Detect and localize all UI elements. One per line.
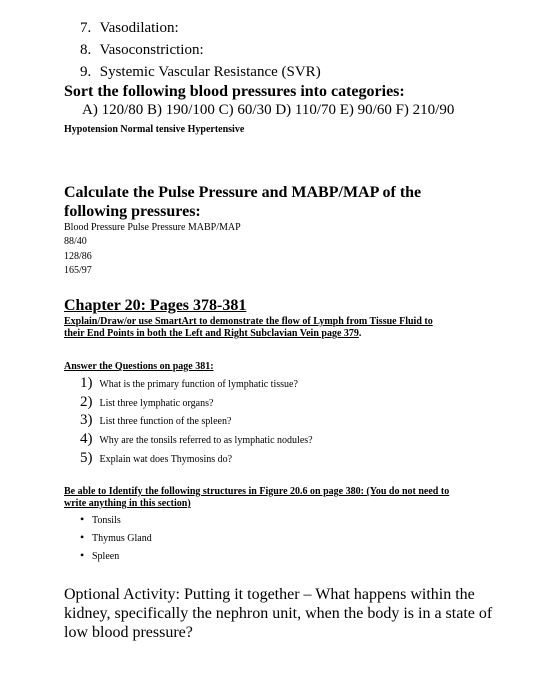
list-text: Systemic Vascular Resistance (SVR) [99, 64, 321, 80]
question-text: What is the primary function of lymphatic tissue? [99, 379, 298, 390]
bullet-item [80, 512, 121, 527]
question-item [80, 412, 231, 429]
bullet-item [80, 530, 152, 545]
list-number: 9. [80, 64, 92, 80]
calc-heading-line1: Calculate the Pulse Pressure and MABP/MAP of the [64, 184, 422, 201]
calc-row: 128/86 [64, 251, 92, 262]
bullet-text: Thymus Gland [92, 533, 152, 544]
calc-table-header: Blood Pressure Pulse Pressure MABP/MAP [64, 222, 241, 233]
question-item [80, 394, 213, 411]
sort-heading: Sort the following blood pressures into categories: [64, 83, 405, 100]
chapter-instruction-text: their End Points in both the Left and Right Subclavian Vein page 379 [64, 328, 359, 339]
list-item [80, 20, 179, 37]
bullet-text: Spleen [92, 551, 120, 562]
identify-heading-line1: Be able to Identify the following structures in Figure 20.6 on page 380: (You do not need to [64, 486, 450, 497]
question-text: Explain wat does Thymosins do? [99, 454, 233, 465]
question-item [80, 375, 298, 392]
optional-activity: Optional Activity: Putting it together – What happens within the kidney, specifically the nephron unit, when the body is in a state of low blood pressure? [64, 586, 493, 641]
list-number: 8. [80, 42, 92, 58]
list-number: 7. [80, 20, 92, 36]
question-item [80, 431, 313, 448]
bullet-icon: • [80, 548, 85, 562]
chapter-instruction-line2 [64, 328, 361, 339]
calc-heading-line2: following pressures: [64, 203, 201, 220]
sort-categories: Hypotension Normal tensive Hypertensive [64, 124, 245, 135]
chapter-instruction-line1: Explain/Draw/or use SmartArt to demonstrate the flow of Lymph from Tissue Fluid to [64, 316, 433, 327]
list-item [80, 42, 204, 59]
list-text: Vasoconstriction: [99, 42, 204, 58]
calc-row: 165/97 [64, 265, 92, 276]
questions-heading: Answer the Questions on page 381: [64, 361, 214, 372]
bullet-icon: • [80, 530, 85, 544]
list-item [80, 64, 321, 81]
question-number: 4) [80, 431, 93, 447]
question-number: 5) [80, 450, 93, 466]
bullet-item [80, 548, 119, 563]
sort-options: A) 120/80 B) 190/100 C) 60/30 D) 110/70 E) 90/60 F) 210/90 [82, 102, 455, 118]
list-text: Vasodilation: [99, 20, 179, 36]
bullet-text: Tonsils [92, 515, 121, 526]
chapter-title: Chapter 20: Pages 378-381 [64, 297, 247, 314]
question-item [80, 450, 232, 467]
question-number: 3) [80, 412, 93, 428]
question-number: 2) [80, 394, 93, 410]
chapter-instruction-end: . [358, 328, 362, 339]
question-number: 1) [80, 375, 93, 391]
identify-heading-line2: write anything in this section) [64, 498, 191, 509]
bullet-icon: • [80, 512, 85, 526]
question-text: List three function of the spleen? [99, 416, 232, 427]
question-text: Why are the tonsils referred to as lymphatic nodules? [99, 435, 313, 446]
question-text: List three lymphatic organs? [99, 398, 214, 409]
calc-row: 88/40 [64, 236, 87, 247]
